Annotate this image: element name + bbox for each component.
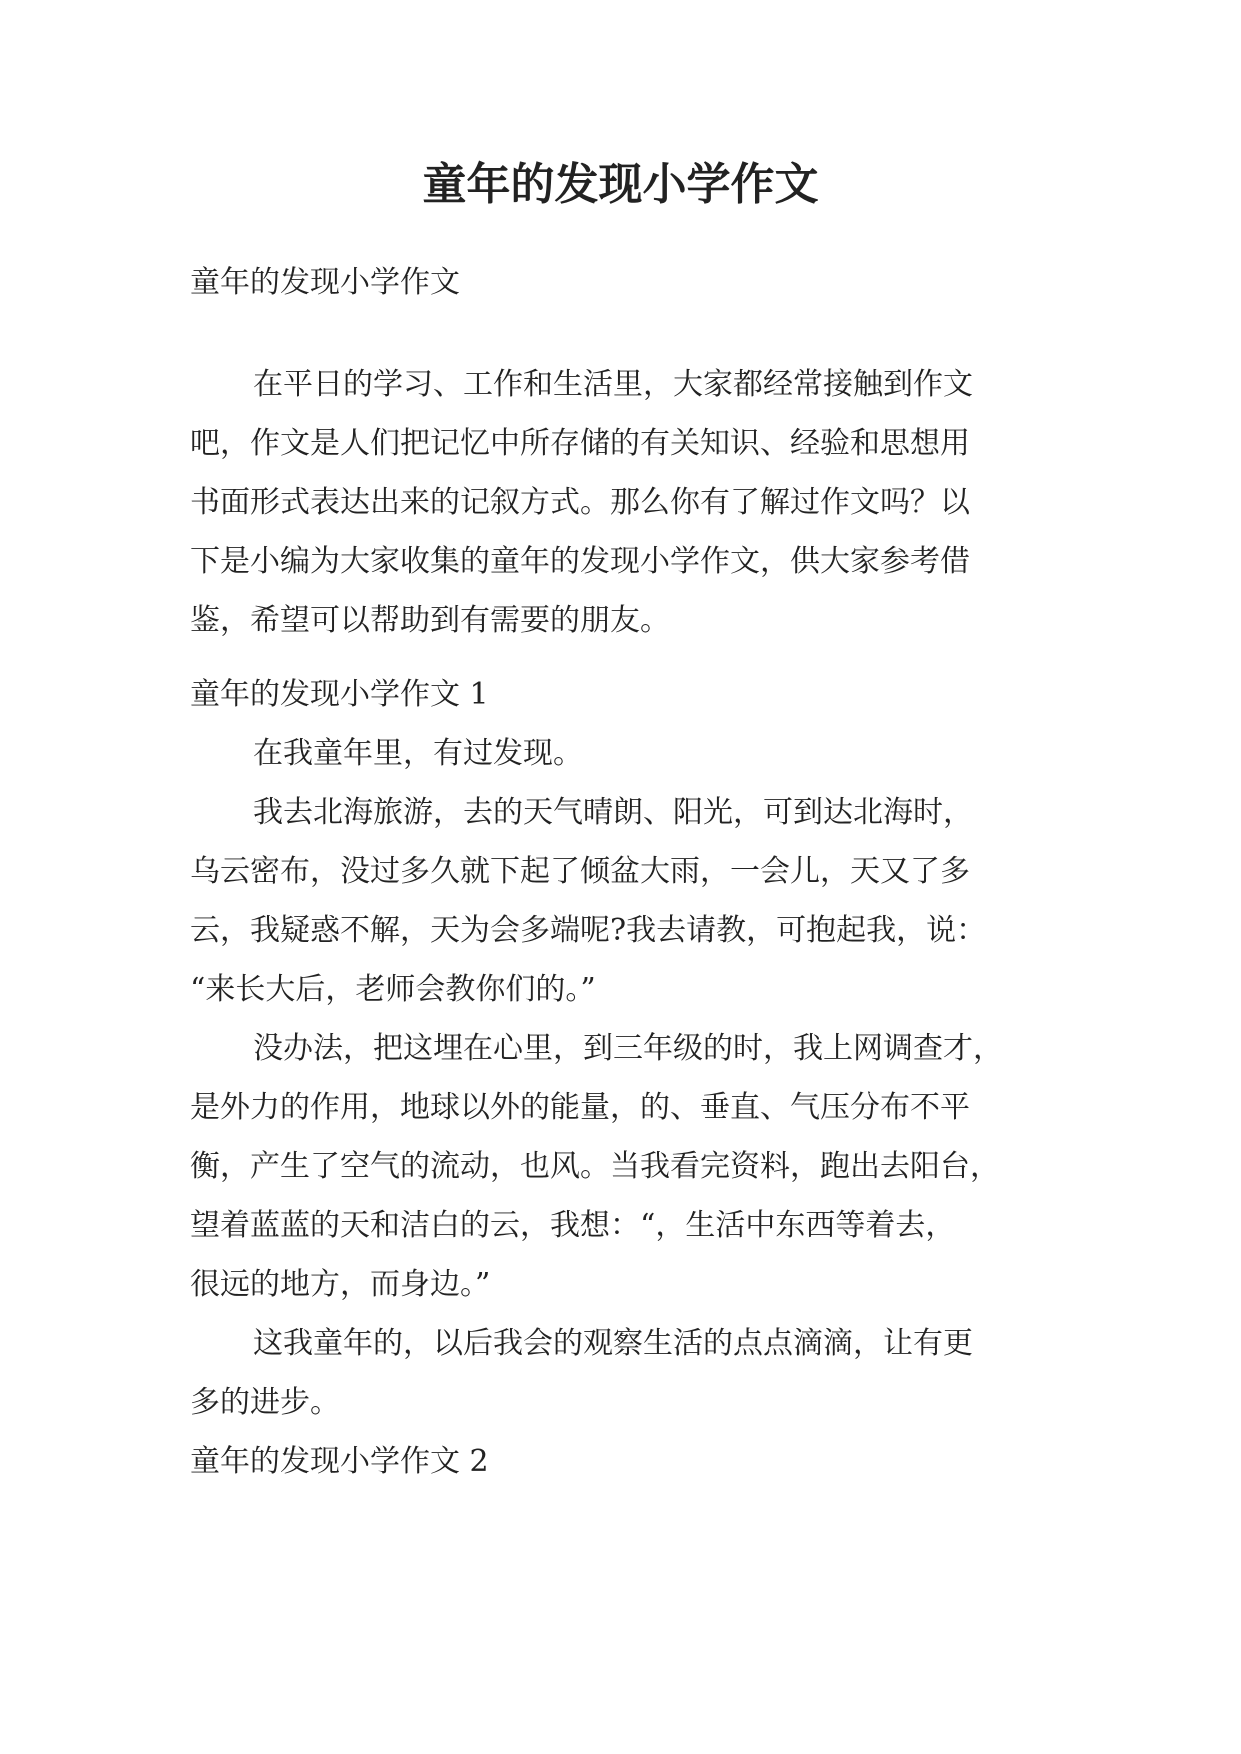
- intro-line: 吧，作文是人们把记忆中所存储的有关知识、经验和思想用: [190, 426, 970, 461]
- intro-line: 书面形式表达出来的记叙方式。那么你有了解过作文吗？以: [190, 485, 970, 520]
- essay1-p3-line: 衡，产生了空气的流动，也风。当我看完资料，跑出去阳台，: [190, 1149, 1000, 1184]
- document-subtitle: 童年的发现小学作文: [190, 265, 460, 300]
- essay1-paragraph-1: 在我童年里，有过发现。: [253, 736, 583, 771]
- essay1-p2-line: 乌云密布，没过多久就下起了倾盆大雨，一会儿，天又了多: [190, 854, 970, 889]
- essay2-heading: 童年的发现小学作文 2: [190, 1444, 489, 1479]
- essay1-p2-line: 我去北海旅游，去的天气晴朗、阳光，可到达北海时，: [253, 795, 973, 830]
- essay1-p3-line: 是外力的作用，地球以外的能量，的、垂直、气压分布不平: [190, 1090, 970, 1125]
- essay1-p3-line: 望着蓝蓝的天和洁白的云，我想：“，生活中东西等着去，: [190, 1208, 956, 1243]
- essay1-heading: 童年的发现小学作文 1: [190, 677, 489, 712]
- essay1-p4-line: 多的进步。: [190, 1385, 340, 1420]
- essay1-p2-line: 云，我疑惑不解，天为会多端呢?我去请教，可抱起我，说：: [190, 913, 987, 948]
- essay1-p2-line: “来长大后，老师会教你们的。”: [190, 972, 596, 1007]
- document-title: 童年的发现小学作文: [422, 159, 819, 210]
- essay1-p3-line: 没办法，把这埋在心里，到三年级的时，我上网调查才，: [253, 1031, 1003, 1066]
- intro-line: 下是小编为大家收集的童年的发现小学作文，供大家参考借: [190, 544, 970, 579]
- intro-paragraph: [190, 355, 1090, 650]
- essay1-p4-line: 这我童年的，以后我会的观察生活的点点滴滴，让有更: [253, 1326, 973, 1361]
- essay1-p3-line: 很远的地方，而身边。”: [190, 1267, 491, 1302]
- intro-line: 鉴，希望可以帮助到有需要的朋友。: [190, 603, 670, 638]
- intro-line: 在平日的学习、工作和生活里，大家都经常接触到作文: [253, 367, 973, 402]
- essay1-body: [190, 724, 1090, 1491]
